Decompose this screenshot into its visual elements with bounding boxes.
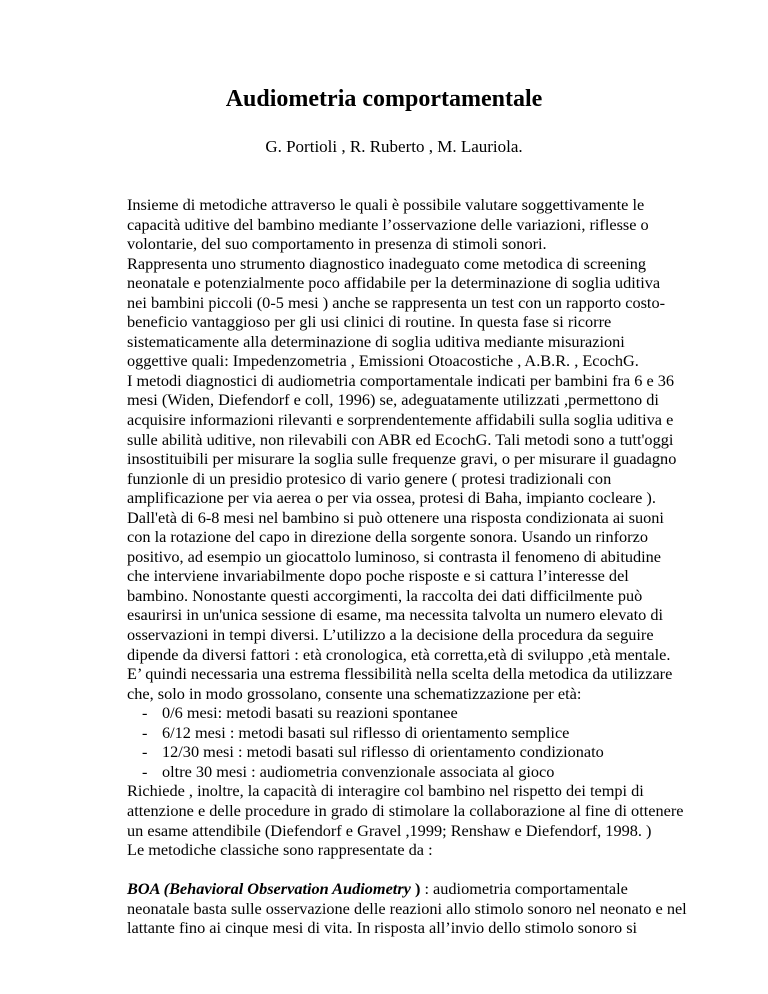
bullet-item [127, 703, 767, 723]
text-line: esaurirsi in un'unica sessione di esame, ma necessita talvolta un numero elevato di [127, 605, 663, 625]
text-line: sistematicamente alla determinazione di soglia uditiva mediante misurazioni [127, 331, 625, 351]
boa-first-line-text: : audiometria comportamentale [420, 879, 628, 899]
text-line: Richiede , inoltre, la capacità di interagire col bambino nel rispetto dei tempi di [127, 781, 644, 801]
text-line: Insieme di metodiche attraverso le quali è possibile valutare soggettivamente le [127, 195, 645, 214]
bullet-dash: - [142, 722, 148, 742]
text-line: volontarie, del suo comportamento in presenza di stimoli sonori. [127, 234, 547, 254]
text-line: E’ quindi necessaria una estrema flessibilità nella scelta della metodica da utilizzare [127, 664, 673, 684]
followup-paragraph [127, 781, 767, 859]
text-line: che interviene invariabilmente dopo poche risposte e si cattura l’interesse del [127, 566, 629, 586]
bullet-item [127, 723, 767, 743]
text-line: positivo, ad esempio un giocattolo luminoso, si contrasta il fenomeno di abitudine [127, 546, 662, 566]
text-line: sulle abilità uditive, non rilevabili con ABR ed EcochG. Tali metodi sono a tutt'oggi [127, 429, 674, 449]
bullet-dash: - [142, 761, 148, 781]
text-line: neonatale e potenzialmente poco affidabile per la determinazione di soglia uditiva [127, 273, 661, 293]
text-line: bambino. Nonostante questi accorgimenti, la raccolta dei dati difficilmente può [127, 585, 643, 605]
text-line: oggettive quali: Impedenzometria , Emissioni Otoacostiche , A.B.R. , EcochG. [127, 351, 639, 371]
text-line: amplificazione per via aerea o per via ossea, protesi di Baha, impianto cocleare ). [127, 488, 656, 508]
text-line: Rappresenta uno strumento diagnostico inadeguato come metodica di screening [127, 253, 647, 273]
bullet-item [127, 742, 767, 762]
text-line: Le metodiche classiche sono rappresentate da : [127, 840, 433, 860]
text-line: neonatale basta sulle osservazione delle reazioni allo stimolo sonoro nel neonato e nel [127, 898, 687, 918]
text-line: nei bambini piccoli (0-5 mesi ) anche se rappresenta un test con un rapporto costo- [127, 292, 666, 312]
text-line: lattante fino ai cinque mesi di vita. In risposta all’invio dello stimolo sonoro si [127, 918, 638, 938]
text-line: beneficio vantaggioso per gli usi clinici di routine. In questa fase si ricorre [127, 312, 612, 332]
text-line: con la rotazione del capo in direzione della sorgente sonora. Usando un rinforzo [127, 527, 648, 547]
text-line: osservazioni in tempi diversi. L’utilizzo a la decisione della procedura da seguire [127, 625, 654, 645]
boa-heading-close: ) [414, 879, 421, 899]
bullet-item [127, 762, 767, 782]
text-line: funzionle di un presidio protesico di vario genere ( protesi tradizionali con [127, 468, 612, 488]
bullet-dash: - [142, 742, 148, 762]
boa-heading: BOA (Behavioral Observation Audiometry [127, 879, 415, 899]
document-title: Audiometria comportamentale [225, 86, 543, 112]
bullet-dash: - [142, 703, 148, 723]
boa-first-line [127, 879, 767, 899]
text-line: acquisire informazioni rilevanti e sorprendentemente affidabili sulla soglia uditiva e [127, 410, 674, 430]
age-bullet-list [127, 703, 767, 781]
text-line: Dall'età di 6-8 mesi nel bambino si può ottenere una risposta condizionata ai suoni [127, 507, 664, 527]
text-line: I metodi diagnostici di audiometria comportamentale indicati per bambini fra 6 e 36 [127, 370, 675, 390]
bullet-text: 6/12 mesi : metodi basati sul riflesso di orientamento semplice [162, 722, 570, 742]
text-line: mesi (Widen, Diefendorf e coll, 1996) se, adeguatamente utilizzati ,permettono di [127, 390, 659, 410]
bullet-text: oltre 30 mesi : audiometria convenzionale associata al gioco [162, 761, 555, 781]
text-line: un esame attendibile (Diefendorf e Gravel ,1999; Renshaw e Diefendorf, 1998. ) [127, 820, 652, 840]
document-authors: G. Portioli , R. Ruberto , M. Lauriola. [265, 137, 523, 156]
boa-lines [127, 899, 767, 938]
document-body [127, 195, 767, 938]
text-line: insostituibili per misurare la soglia sulle frequenze gravi, o per misurare il guadagno [127, 449, 677, 469]
bullet-text: 0/6 mesi: metodi basati su reazioni spontanee [162, 703, 458, 723]
bullet-text: 12/30 mesi : metodi basati sul riflesso di orientamento condizionato [162, 742, 604, 762]
text-line: che, solo in modo grossolano, consente una schematizzazione per età: [127, 683, 582, 703]
text-line: attenzione e delle procedure in grado di stimolare la collaborazione al fine di ottenere [127, 800, 684, 820]
text-line: dipende da diversi fattori : età cronologica, età corretta,età di sviluppo ,età mentale. [127, 644, 671, 664]
boa-paragraph [127, 879, 767, 938]
intro-paragraph [127, 195, 767, 703]
text-line: capacità uditive del bambino mediante l’osservazione delle variazioni, riflesse o [127, 214, 649, 234]
paragraph-gap [127, 860, 767, 880]
